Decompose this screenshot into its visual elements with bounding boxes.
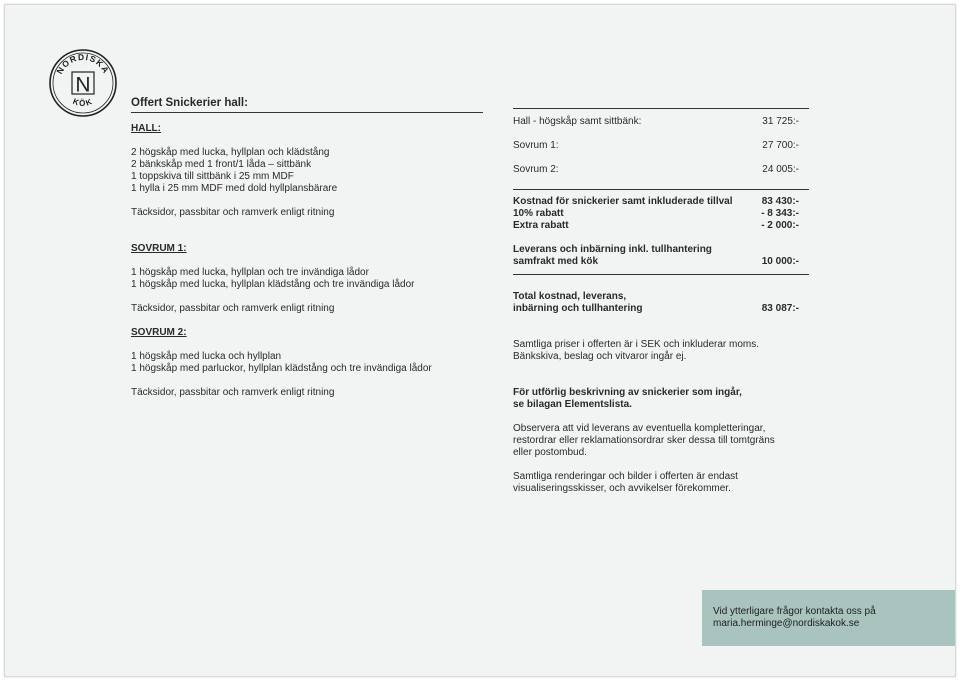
summary-label: Extra rabatt — [513, 220, 569, 231]
delivery-value: 10 000:- — [761, 256, 799, 267]
price-value: 24 005:- — [762, 164, 799, 175]
summary-row — [513, 208, 809, 220]
spec-line: 1 högskåp med lucka, hyllplan och tre invändiga lådor — [131, 267, 369, 278]
vat-note: Samtliga priser i offerten är i SEK och inkluderar moms. — [513, 339, 760, 350]
delivery-label-2: samfrakt med kök — [513, 256, 599, 267]
price-row — [513, 116, 809, 128]
total-label-2: inbärning och tullhantering — [513, 303, 643, 314]
spec-line: 1 toppskiva till sittbänk i 25 mm MDF — [131, 171, 294, 182]
svg-text:KÖK — [72, 97, 95, 108]
contact-email[interactable]: maria.herminge@nordiskakok.se — [713, 618, 860, 629]
logo-bottom-text: KÖK — [71, 96, 95, 108]
price-value: 27 700:- — [762, 140, 799, 151]
summary-value: - 2 000:- — [761, 220, 799, 231]
delivery-row — [513, 256, 809, 268]
nordiska-kok-logo — [48, 48, 118, 118]
vat-note: Bänkskiva, beslag och vitvaror ingår ej. — [513, 351, 687, 362]
price-row — [513, 164, 809, 176]
spec-line: 1 högskåp med lucka och hyllplan — [131, 351, 282, 362]
total-row — [513, 303, 809, 315]
section-note: Täcksidor, passbitar och ramverk enligt ritning — [131, 207, 335, 218]
section-heading-hall: HALL: — [131, 123, 161, 134]
document-page — [4, 4, 956, 677]
price-label: Sovrum 1: — [513, 140, 559, 151]
divider — [513, 274, 809, 275]
contact-text: Vid ytterligare frågor kontakta oss på — [713, 606, 876, 617]
price-value: 31 725:- — [762, 116, 799, 127]
summary-row — [513, 196, 809, 208]
renderings-note: visualiseringsskisser, och avvikelser förekommer. — [513, 483, 731, 494]
summary-row — [513, 220, 809, 232]
description-note: För utförlig beskrivning av snickerier som ingår, — [513, 387, 742, 398]
delivery-note: Observera att vid leverans av eventuella kompletteringar, — [513, 423, 766, 434]
summary-value: 83 430:- — [761, 196, 799, 207]
summary-label: Kostnad för snickerier samt inkluderade tillval — [513, 196, 733, 207]
description-note: se bilagan Elementslista. — [513, 399, 632, 410]
summary-value: - 8 343:- — [761, 208, 799, 219]
price-label: Sovrum 2: — [513, 164, 559, 175]
document-title: Offert Snickerier hall: — [131, 97, 483, 113]
delivery-note: eller postombud. — [513, 447, 587, 458]
logo-top-text: NORDISKA — [54, 51, 112, 76]
price-summary — [513, 108, 809, 495]
price-row — [513, 140, 809, 152]
spec-line: 1 hylla i 25 mm MDF med dold hyllplansbärare — [131, 183, 338, 194]
logo-mark — [48, 48, 118, 118]
divider — [513, 108, 809, 109]
price-label: Hall - högskåp samt sittbänk: — [513, 116, 642, 127]
section-heading-sovrum-2: SOVRUM 2: — [131, 327, 187, 338]
section-note: Täcksidor, passbitar och ramverk enligt ritning — [131, 303, 335, 314]
logo-monogram: N — [75, 73, 91, 97]
spec-line: 1 högskåp med parluckor, hyllplan klädstång och tre invändiga lådor — [131, 363, 432, 374]
delivery-label: Leverans och inbärning inkl. tullhantering — [513, 244, 712, 255]
delivery-note: restordrar eller reklamationsordrar sker dessa till tomtgräns — [513, 435, 775, 446]
total-value: 83 087:- — [761, 303, 799, 314]
renderings-note: Samtliga renderingar och bilder i offerten är endast — [513, 471, 738, 482]
spec-line: 2 bänkskåp med 1 front/1 låda – sittbänk — [131, 159, 312, 170]
spec-line: 1 högskåp med lucka, hyllplan klädstång och tre invändiga lådor — [131, 279, 415, 290]
section-note: Täcksidor, passbitar och ramverk enligt ritning — [131, 387, 335, 398]
spec-line: 2 högskåp med lucka, hyllplan och klädstång — [131, 147, 330, 158]
divider — [513, 189, 809, 190]
offer-specification — [131, 97, 483, 399]
contact-box — [702, 590, 956, 646]
summary-label: 10% rabatt — [513, 208, 564, 219]
section-heading-sovrum-1: SOVRUM 1: — [131, 243, 187, 254]
total-label: Total kostnad, leverans, — [513, 291, 627, 302]
